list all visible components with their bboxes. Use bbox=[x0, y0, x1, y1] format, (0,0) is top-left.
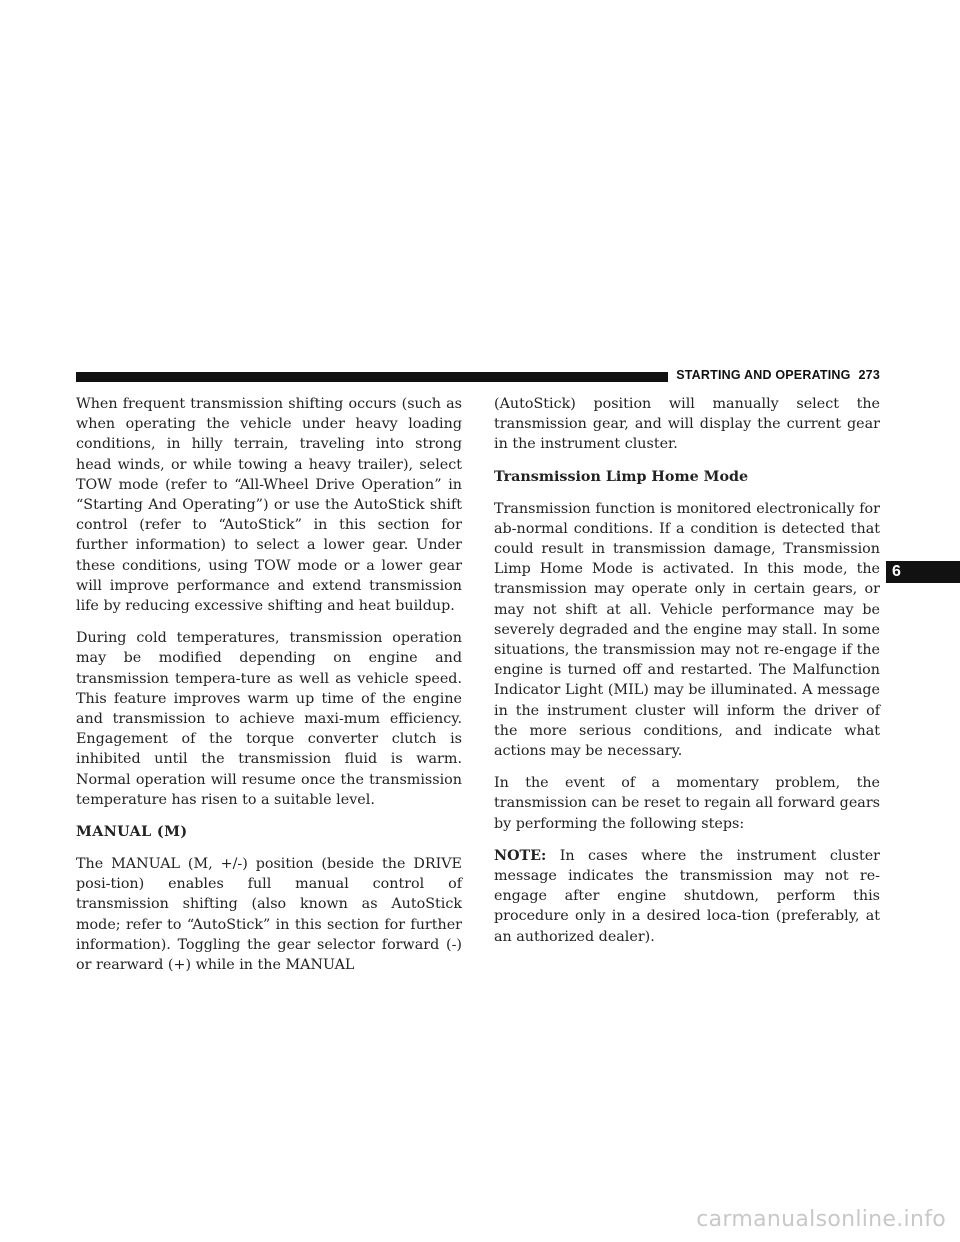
page-number: 273 bbox=[858, 368, 880, 382]
paragraph-autostick-continued: (AutoStick) position will manually select the transmission gear, and will display the current gear in the instrument cluster. bbox=[494, 396, 880, 453]
note-label: NOTE: bbox=[494, 847, 547, 864]
right-column bbox=[494, 394, 880, 959]
running-head bbox=[676, 368, 880, 382]
page-header bbox=[76, 369, 884, 389]
paragraph-cold-temperatures: During cold temperatures, transmission operation may be modified depending on engine and transmission tempera-ture as well as vehicle speed. This feature improves warm up time of the engine and transmission to achieve maxi-mum efficiency. Engagement of the torque converter clutch is inhibited until the transmission fluid is warm. Normal operation will resume once the transmission temperature has risen to a suitable level. bbox=[76, 630, 462, 808]
heading-manual: MANUAL (M) bbox=[76, 824, 188, 841]
paragraph-frequent-shifting: When frequent transmission shifting occurs (such as when operating the vehicle under heavy loading conditions, in hilly terrain, traveling into strong head winds, or while towing a heavy trailer), select TOW mode (refer to “All-Wheel Drive Operation” in “Starting And Operating”) or use the AutoStick shift control (refer to “AutoStick” in this section for further information) to select a lower gear. Under these conditions, using TOW mode or a lower gear will improve performance and extend transmission life by reducing excessive shifting and heat buildup. bbox=[76, 396, 462, 615]
header-rule bbox=[76, 372, 668, 382]
left-column bbox=[76, 394, 462, 987]
chapter-tab bbox=[886, 561, 960, 583]
watermark: carmanualsonline.info bbox=[696, 1207, 946, 1232]
paragraph-limp-home-description: Transmission function is monitored electronically for ab-normal conditions. If a condition is detected that could result in transmission damage, Transmission Limp Home Mode is activated. In this mode, the transmission may operate only in certain gears, or may not shift at all. Vehicle performance may be severely degraded and the engine may stall. In some situations, the transmission may not re-engage if the engine is turned off and restarted. The Malfunction Indicator Light (MIL) may be illuminated. A message in the instrument cluster will inform the driver of the more serious conditions, and indicate what actions may be necessary. bbox=[494, 500, 880, 760]
note-paragraph bbox=[494, 846, 880, 947]
paragraph-momentary-problem: In the event of a momentary problem, the transmission can be reset to regain all forward gears by performing the following steps: bbox=[494, 775, 880, 832]
paragraph-manual-position: The MANUAL (M, +/-) position (beside the DRIVE posi-tion) enables full manual control of transmission shifting (also known as AutoStick mode; refer to “AutoStick” in this section for further information). Toggling the gear selector forward (-) or rearward (+) while in the MANUAL bbox=[76, 856, 462, 974]
heading-limp-home-mode: Transmission Limp Home Mode bbox=[494, 468, 749, 485]
chapter-number: 6 bbox=[892, 563, 901, 580]
section-title: STARTING AND OPERATING bbox=[676, 368, 851, 382]
note-text: In cases where the instrument cluster message indicates the transmission may not re-engage after engine shutdown, perform this procedure only in a desired loca-tion (preferably, at an authorized dealer). bbox=[494, 847, 880, 945]
